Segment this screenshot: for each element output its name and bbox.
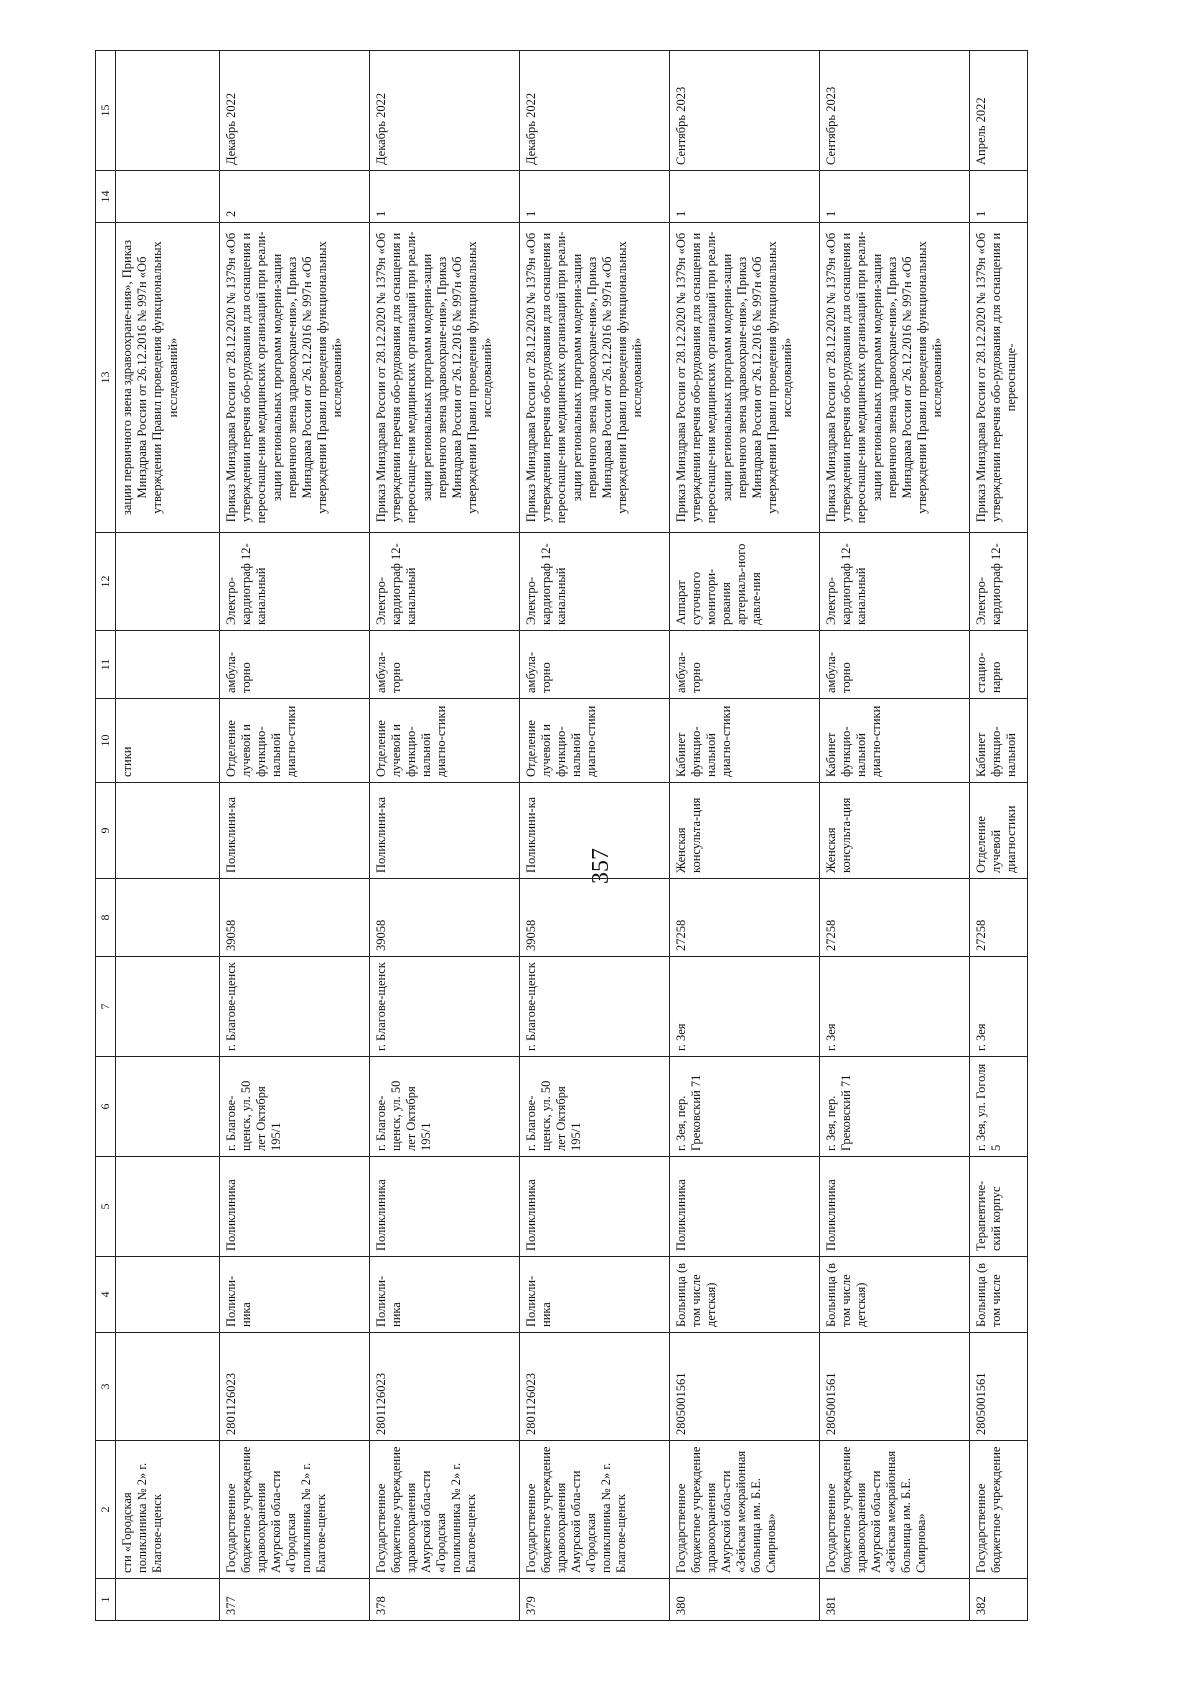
- column-header-3: 3: [96, 1333, 116, 1441]
- column-header-4: 4: [96, 1257, 116, 1333]
- facility-type: Больница (в том числе детская): [670, 1257, 820, 1333]
- table-row: [116, 51, 220, 1621]
- regulation: Приказ Минздрава России от 28.12.2020 № 1379н «Об утверждении перечня обо-рудования для оснащения и переоснаще-ния медицинских организаций при реали-зации региональных программ модерни-зации первичного звена здравоохране-ния», Приказ Минздрава России от 26.12.2016 № 997н «Об утверждении Правил проведения функциональных исследований»: [670, 223, 820, 533]
- address: г. Зея, ул. Гоголя 5: [970, 1057, 1028, 1157]
- delivery-date: Декабрь 2022: [370, 51, 520, 171]
- delivery-date: [116, 51, 220, 171]
- service-mode: амбула-торно: [520, 631, 670, 699]
- equipment: Электро-кардиограф 12-: [970, 533, 1028, 631]
- table-row: [820, 51, 970, 1621]
- building: Поликлиника: [670, 1157, 820, 1257]
- delivery-date: Декабрь 2022: [220, 51, 370, 171]
- regulation: зации первичного звена здравоохране-ния», Приказ Минздрава России от 26.12.2016 № 997н «Об утверждении Правил проведения функциональных исследований»: [116, 223, 220, 533]
- facility-type: [116, 1257, 220, 1333]
- division: Поликлини-ка: [370, 783, 520, 879]
- city: г. Благове-щенск: [370, 957, 520, 1057]
- column-header-8: 8: [96, 879, 116, 957]
- regulation: Приказ Минздрава России от 28.12.2020 № 1379н «Об утверждении перечня обо-рудования для оснащения и переоснаще-ния медицинских организаций при реали-зации региональных программ модерни-зации первичного звена здравоохране-ния», Приказ Минздрава России от 26.12.2016 № 997н «Об утверждении Правил проведения функциональных исследований»: [370, 223, 520, 533]
- service-mode: амбула-торно: [220, 631, 370, 699]
- facility-type: Поликли-ника: [520, 1257, 670, 1333]
- organization-name: Государственное бюджетное учреждение здравоохранения Амурской обла-сти «Зейская межрайонная больница им. Б.Е. Смирнова»: [670, 1441, 820, 1579]
- city: г. Благове-щенск: [220, 957, 370, 1057]
- facility-type: Поликли-ника: [370, 1257, 520, 1333]
- department: Кабинет функцио-нальной диагно-стики: [820, 699, 970, 783]
- quantity: 1: [370, 171, 520, 223]
- organization-name: Государственное бюджетное учреждение здравоохранения Амурской обла-сти «Зейская межрайонная больница им. Б.Е. Смирнова»: [820, 1441, 970, 1579]
- delivery-date: Декабрь 2022: [520, 51, 670, 171]
- settlement-code: [116, 879, 220, 957]
- organization-name: Государственное бюджетное учреждение: [970, 1441, 1028, 1579]
- building: Поликлиника: [820, 1157, 970, 1257]
- inn: 2805001561: [670, 1333, 820, 1441]
- delivery-date: Сентябрь 2023: [820, 51, 970, 171]
- settlement-code: 27258: [670, 879, 820, 957]
- equipment: Электро-кардиограф 12-канальный: [520, 533, 670, 631]
- delivery-date: Сентябрь 2023: [670, 51, 820, 171]
- column-header-1: 1: [96, 1579, 116, 1621]
- division: Поликлини-ка: [220, 783, 370, 879]
- division: Отделение лучевой диагностики: [970, 783, 1028, 879]
- department: Кабинет функцио-нальной диагно-стики: [670, 699, 820, 783]
- equipment: Электро-кардиограф 12-канальный: [820, 533, 970, 631]
- inn: 2801126023: [520, 1333, 670, 1441]
- building: Поликлиника: [370, 1157, 520, 1257]
- settlement-code: 27258: [970, 879, 1028, 957]
- column-header-14: 14: [96, 171, 116, 223]
- organization-name: Государственное бюджетное учреждение здравоохранения Амурской обла-сти «Городская поликлиника № 2» г. Благове-щенск: [220, 1441, 370, 1579]
- building: Терапевтиче-ский корпус: [970, 1157, 1028, 1257]
- quantity: 1: [520, 171, 670, 223]
- quantity: 1: [970, 171, 1028, 223]
- row-number: [116, 1579, 220, 1621]
- row-number: 377: [220, 1579, 370, 1621]
- table-row: [970, 51, 1028, 1621]
- settlement-code: 39058: [370, 879, 520, 957]
- regulation: Приказ Минздрава России от 28.12.2020 № 1379н «Об утверждении перечня обо-рудования для оснащения и переоснаще-ния медицинских организаций при реали-зации региональных программ модерни-зации первичного звена здравоохране-ния», Приказ Минздрава России от 26.12.2016 № 997н «Об утверждении Правил проведения функциональных исследований»: [520, 223, 670, 533]
- organization-name: Государственное бюджетное учреждение здравоохранения Амурской обла-сти «Городская поликлиника № 2» г. Благове-щенск: [370, 1441, 520, 1579]
- column-header-11: 11: [96, 631, 116, 699]
- division: Женская консульта-ция: [820, 783, 970, 879]
- department: Отделение лучевой и функцио-нальной диагно-стики: [370, 699, 520, 783]
- row-number: 380: [670, 1579, 820, 1621]
- page-number: 357: [588, 848, 614, 884]
- quantity: 2: [220, 171, 370, 223]
- department: Отделение лучевой и функцио-нальной диагно-стики: [520, 699, 670, 783]
- department: стики: [116, 699, 220, 783]
- inn: 2801126023: [370, 1333, 520, 1441]
- column-header-12: 12: [96, 533, 116, 631]
- regulation: Приказ Минздрава России от 28.12.2020 № 1379н «Об утверждении перечня обо-рудования для оснащения и переоснаще-: [970, 223, 1028, 533]
- city: г. Зея: [820, 957, 970, 1057]
- city: г. Зея: [970, 957, 1028, 1057]
- settlement-code: 39058: [220, 879, 370, 957]
- division: Женская консульта-ция: [670, 783, 820, 879]
- service-mode: амбула-торно: [370, 631, 520, 699]
- service-mode: стацио-нарно: [970, 631, 1028, 699]
- facility-type: Больница (в том числе детская): [820, 1257, 970, 1333]
- equipment: Электро-кардиограф 12-канальный: [220, 533, 370, 631]
- column-header-7: 7: [96, 957, 116, 1057]
- division: Поликлини-ка: [520, 783, 670, 879]
- address: г. Благове-щенск, ул. 50 лет Октября 195/1: [370, 1057, 520, 1157]
- column-header-10: 10: [96, 699, 116, 783]
- equipment: [116, 533, 220, 631]
- regulation: Приказ Минздрава России от 28.12.2020 № 1379н «Об утверждении перечня обо-рудования для оснащения и переоснаще-ния медицинских организаций при реали-зации региональных программ модерни-зации первичного звена здравоохране-ния», Приказ Минздрава России от 26.12.2016 № 997н «Об утверждении Правил проведения функциональных исследований»: [220, 223, 370, 533]
- equipment: Аппарат суточного монитори-рования артериаль-ного давле-ния: [670, 533, 820, 631]
- department: Кабинет функцио-нальной: [970, 699, 1028, 783]
- equipment: Электро-кардиограф 12-канальный: [370, 533, 520, 631]
- delivery-date: Апрель 2022: [970, 51, 1028, 171]
- inn: 2801126023: [220, 1333, 370, 1441]
- table-row: [220, 51, 370, 1621]
- column-header-5: 5: [96, 1157, 116, 1257]
- city: [116, 957, 220, 1057]
- equipment-table: [95, 50, 1028, 1621]
- column-header-6: 6: [96, 1057, 116, 1157]
- quantity: 1: [820, 171, 970, 223]
- address: [116, 1057, 220, 1157]
- table-row: [670, 51, 820, 1621]
- settlement-code: 39058: [520, 879, 670, 957]
- address: г. Благове-щенск, ул. 50 лет Октября 195/1: [520, 1057, 670, 1157]
- quantity: [116, 171, 220, 223]
- row-number: 379: [520, 1579, 670, 1621]
- department: Отделение лучевой и функцио-нальной диагно-стики: [220, 699, 370, 783]
- building: [116, 1157, 220, 1257]
- organization-name: сти «Городская поликлиника № 2» г. Благове-щенск: [116, 1441, 220, 1579]
- header-row: [96, 51, 116, 1621]
- building: Поликлиника: [520, 1157, 670, 1257]
- quantity: 1: [670, 171, 820, 223]
- inn: 2805001561: [970, 1333, 1028, 1441]
- facility-type: Поликли-ника: [220, 1257, 370, 1333]
- settlement-code: 27258: [820, 879, 970, 957]
- row-number: 378: [370, 1579, 520, 1621]
- inn: [116, 1333, 220, 1441]
- row-number: 382: [970, 1579, 1028, 1621]
- row-number: 381: [820, 1579, 970, 1621]
- organization-name: Государственное бюджетное учреждение здравоохранения Амурской обла-сти «Городская поликлиника № 2» г. Благове-щенск: [520, 1441, 670, 1579]
- regulation: Приказ Минздрава России от 28.12.2020 № 1379н «Об утверждении перечня обо-рудования для оснащения и переоснаще-ния медицинских организаций при реали-зации региональных программ модерни-зации первичного звена здравоохране-ния», Приказ Минздрава России от 26.12.2016 № 997н «Об утверждении Правил проведения функциональных исследований»: [820, 223, 970, 533]
- table-row: [520, 51, 670, 1621]
- city: г. Зея: [670, 957, 820, 1057]
- column-header-15: 15: [96, 51, 116, 171]
- address: г. Благове-щенск, ул. 50 лет Октября 195/1: [220, 1057, 370, 1157]
- facility-type: Больница (в том числе: [970, 1257, 1028, 1333]
- address: г. Зея, пер. Грековский 71: [820, 1057, 970, 1157]
- city: г. Благове-щенск: [520, 957, 670, 1057]
- service-mode: амбула-торно: [670, 631, 820, 699]
- column-header-9: 9: [96, 783, 116, 879]
- table-row: [370, 51, 520, 1621]
- address: г. Зея, пер. Грековский 71: [670, 1057, 820, 1157]
- building: Поликлиника: [220, 1157, 370, 1257]
- column-header-13: 13: [96, 223, 116, 533]
- service-mode: [116, 631, 220, 699]
- division: [116, 783, 220, 879]
- service-mode: амбула-торно: [820, 631, 970, 699]
- inn: 2805001561: [820, 1333, 970, 1441]
- column-header-2: 2: [96, 1441, 116, 1579]
